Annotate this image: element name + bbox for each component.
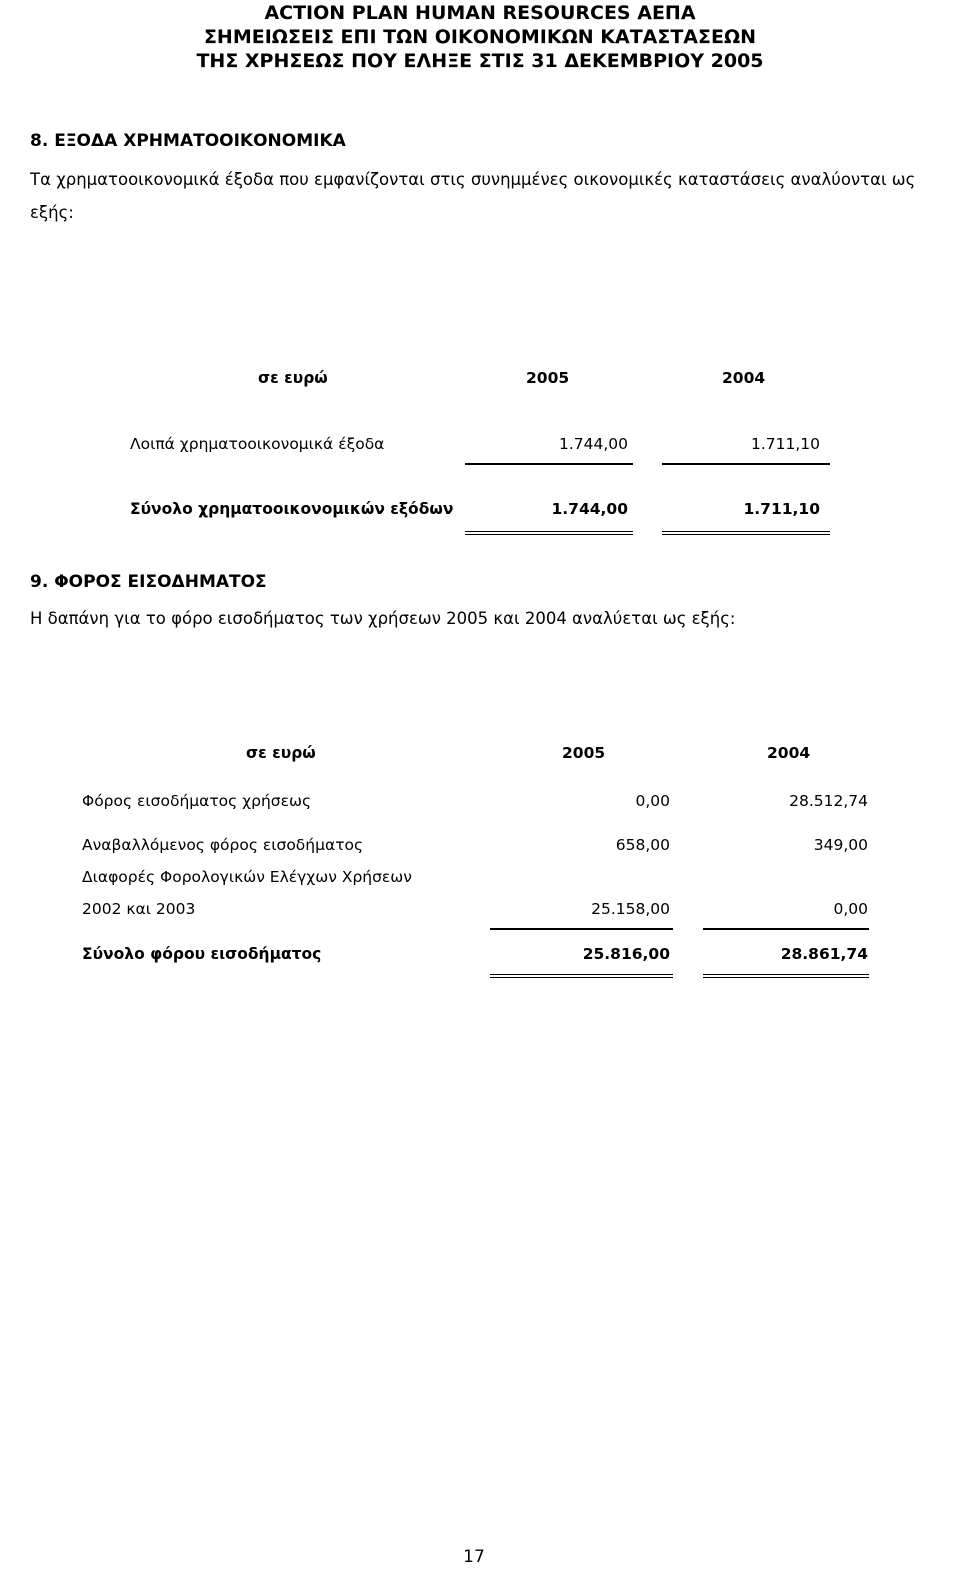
total-value-2004: 1.711,10 (743, 500, 820, 518)
total-double-rule-2004 (703, 974, 869, 978)
row-value-2005: 0,00 (635, 792, 670, 810)
subtotal-rule-2004 (703, 928, 869, 930)
total-double-rule-2004 (662, 531, 830, 535)
report-title: ACTION PLAN HUMAN RESOURCES ΑΕΠΑ (264, 2, 696, 24)
row-value-2004: 349,00 (813, 836, 868, 854)
currency-label: σε ευρώ (246, 744, 316, 762)
row-label: Αναβαλλόμενος φόρος εισοδήματος (82, 836, 364, 854)
report-period: ΤΗΣ ΧΡΗΣΕΩΣ ΠΟΥ ΕΛΗΞΕ ΣΤΙΣ 31 ΔΕΚΕΜΒΡΙΟΥ 2005 (196, 50, 764, 72)
column-header-2004: 2004 (767, 744, 811, 762)
page-number: 17 (463, 1547, 485, 1567)
row-label: Φόρος εισοδήματος χρήσεως (82, 792, 312, 810)
total-value-2004: 28.861,74 (780, 945, 868, 963)
currency-label: σε ευρώ (258, 369, 328, 387)
row-value-2004: 0,00 (833, 900, 868, 918)
column-header-2005: 2005 (526, 369, 570, 387)
total-label: Σύνολο χρηματοοικονομικών εξόδων (130, 500, 454, 518)
total-double-rule-2005 (465, 531, 633, 535)
row-label-cont: 2002 και 2003 (82, 900, 196, 918)
total-double-rule-2005 (490, 974, 673, 978)
row-label: Διαφορές Φορολογικών Ελέγχων Χρήσεων (82, 868, 412, 886)
section-9-title: 9. ΦΟΡΟΣ ΕΙΣΟΔΗΜΑΤΟΣ (30, 572, 267, 592)
total-value-2005: 1.744,00 (551, 500, 628, 518)
row-value-2005: 658,00 (615, 836, 670, 854)
column-header-2004: 2004 (722, 369, 766, 387)
subtotal-rule-2005 (490, 928, 673, 930)
section-8-intro-cont: εξής: (30, 203, 74, 222)
subtotal-rule-2005 (465, 463, 633, 465)
row-value-2005: 1.744,00 (558, 435, 628, 453)
report-subtitle: ΣΗΜΕΙΩΣΕΙΣ ΕΠΙ ΤΩΝ ΟΙΚΟΝΟΜΙΚΩΝ ΚΑΤΑΣΤΑΣΕΩΝ (203, 26, 757, 48)
section-8-title: 8. ΕΞΟΔΑ ΧΡΗΜΑΤΟΟΙΚΟΝΟΜΙΚΑ (30, 131, 346, 151)
total-value-2005: 25.816,00 (582, 945, 670, 963)
column-header-2005: 2005 (562, 744, 606, 762)
section-8-intro: Τα χρηματοοικονομικά έξοδα που εμφανίζονται στις συνημμένες οικονομικές καταστάσεις αναλύονται ως (30, 170, 916, 189)
total-label: Σύνολο φόρου εισοδήματος (82, 945, 322, 963)
section-9-intro: Η δαπάνη για το φόρο εισοδήματος των χρήσεων 2005 και 2004 αναλύεται ως εξής: (30, 609, 736, 628)
subtotal-rule-2004 (662, 463, 830, 465)
row-value-2005: 25.158,00 (591, 900, 670, 918)
row-value-2004: 1.711,10 (750, 435, 820, 453)
row-label: Λοιπά χρηματοοικονομικά έξοδα (130, 435, 385, 453)
row-value-2004: 28.512,74 (789, 792, 868, 810)
